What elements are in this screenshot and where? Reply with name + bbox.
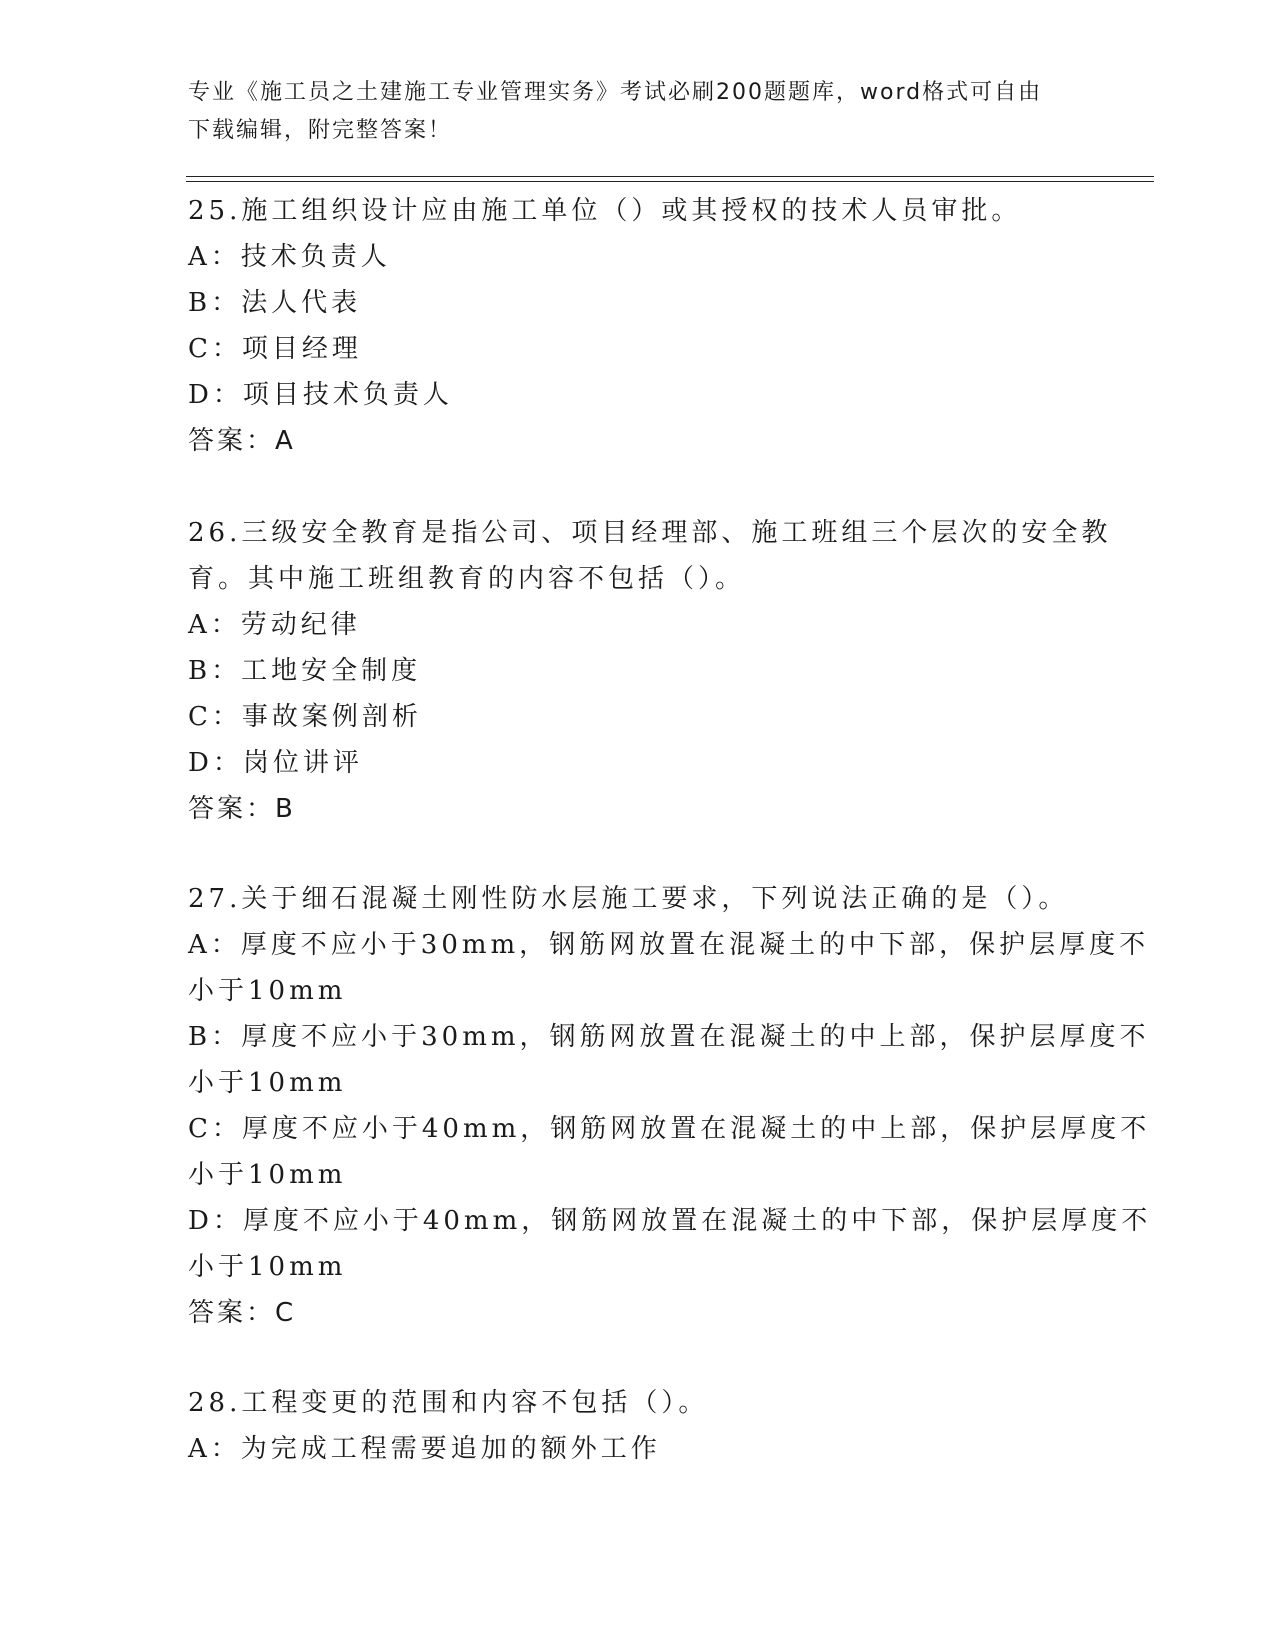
question-block [188,876,1152,1336]
answer-line: 答案：C [188,1298,297,1328]
question-stem: 26.三级安全教育是指公司、项目经理部、施工班组三个层次的安全教 [188,518,1112,548]
option-b-continued: 小于10mm [188,1068,347,1098]
option-b: B：厚度不应小于30mm，钢筋网放置在混凝土的中上部，保护层厚度不 [188,1022,1150,1052]
header-divider [186,181,1154,182]
option-a: A：厚度不应小于30mm，钢筋网放置在混凝土的中下部，保护层厚度不 [188,930,1150,960]
header-line: 专业《施工员之土建施工专业管理实务》考试必刷200题题库，word格式可自由 [188,80,1043,105]
header-line: 下载编辑，附完整答案！ [188,118,453,143]
option-c: C：事故案例剖析 [188,702,422,732]
document-header [188,74,1088,150]
option-a: A：为完成工程需要追加的额外工作 [188,1434,661,1464]
option-d: D：项目技术负责人 [188,380,453,410]
answer-line: 答案：A [188,426,296,456]
option-b: B：法人代表 [188,288,362,318]
question-stem: 28.工程变更的范围和内容不包括（）。 [188,1388,709,1418]
option-d: D：岗位讲评 [188,748,363,778]
option-d: D：厚度不应小于40mm，钢筋网放置在混凝土的中下部，保护层厚度不 [188,1206,1152,1236]
header-divider [186,176,1154,177]
question-stem: 27.关于细石混凝土刚性防水层施工要求，下列说法正确的是（）。 [188,884,1069,914]
question-block [188,1380,1088,1472]
option-c: C：项目经理 [188,334,362,364]
option-c: C：厚度不应小于40mm，钢筋网放置在混凝土的中上部，保护层厚度不 [188,1114,1151,1144]
option-d-continued: 小于10mm [188,1252,347,1282]
option-b: B：工地安全制度 [188,656,422,686]
question-stem: 25.施工组织设计应由施工单位（）或其授权的技术人员审批。 [188,196,1022,226]
option-a-continued: 小于10mm [188,976,347,1006]
option-a: A：技术负责人 [188,242,391,272]
option-c-continued: 小于10mm [188,1160,347,1190]
answer-line: 答案：B [188,794,296,824]
option-a: A：劳动纪律 [188,610,361,640]
question-stem-continued: 育。其中施工班组教育的内容不包括（）。 [188,564,746,594]
question-block [188,188,1088,464]
question-block [188,510,1112,832]
